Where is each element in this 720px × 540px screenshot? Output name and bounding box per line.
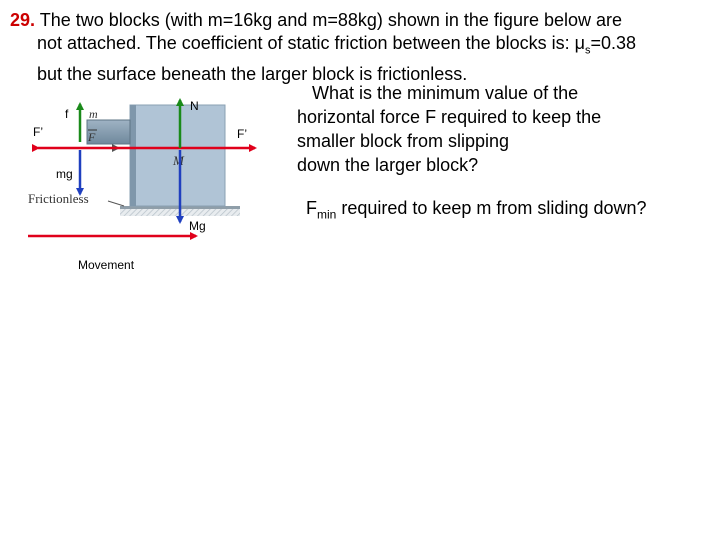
label-Mg: Mg (189, 219, 206, 233)
question-line-2: horizontal force F required to keep the (297, 107, 602, 127)
label-movement: Movement (78, 258, 135, 272)
fmin-symbol: F (306, 198, 317, 218)
large-block-shade (130, 105, 136, 206)
problem-number: 29. (10, 10, 36, 30)
question-line-3: smaller block from slipping (297, 131, 510, 151)
label-small-mass: m (89, 107, 98, 121)
label-f-prime-right: F’ (237, 127, 247, 141)
label-friction: f (65, 107, 69, 121)
problem-text-2-end: =0.38 (590, 33, 637, 53)
label-mg: mg (56, 167, 73, 181)
label-normal: N (190, 99, 199, 113)
frictionless-pointer (108, 201, 124, 206)
question-line-4: down the larger block? (297, 155, 479, 175)
answer-text: required to keep m from sliding down? (336, 198, 647, 218)
problem-text-2: not attached. The coefficient of static friction between the blocks is: μ (37, 33, 586, 53)
label-large-mass: M (173, 153, 184, 168)
mu-subscript: s (585, 44, 591, 57)
problem-text-3: but the surface beneath the larger block is frictionless. (37, 63, 468, 84)
label-f-prime-left: F’ (33, 125, 43, 139)
fmin-subscript: min (317, 207, 337, 222)
label-force-vector: F (88, 130, 96, 144)
label-frictionless: Frictionless (28, 191, 89, 206)
problem-text-1: The two blocks (with m=16kg and m=88kg) shown in the figure below are (35, 10, 623, 30)
question-line-1: What is the minimum value of the (312, 83, 579, 103)
